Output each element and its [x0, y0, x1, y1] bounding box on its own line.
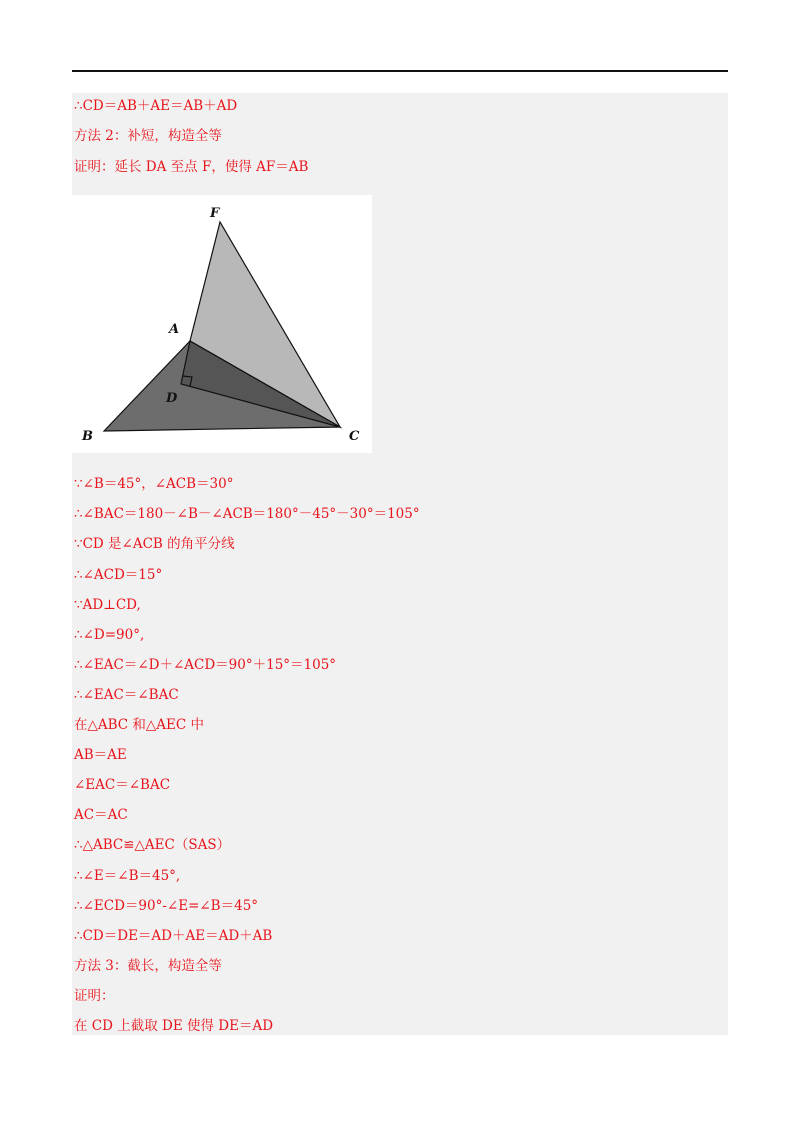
text-line-15: AC＝AC [74, 807, 128, 823]
text-line-9: ∴∠D=90°, [74, 627, 145, 643]
text-line-17: ∴∠E＝∠B＝45°, [74, 868, 181, 884]
geometry-figure [72, 195, 372, 453]
text-line-21: 证明： [74, 988, 115, 1004]
label-f: F [210, 206, 220, 221]
text-line-12: 在△ABC 和△AEC 中 [74, 717, 205, 733]
text-line-14: ∠EAC＝∠BAC [74, 777, 171, 793]
text-line-16: ∴△ABC≌△AEC（SAS） [74, 837, 231, 853]
text-line-7: ∴∠ACD＝15° [74, 567, 163, 583]
text-line-2: 方法 2：补短，构造全等 [74, 128, 222, 144]
text-line-6: ∵CD 是∠ACB 的角平分线 [74, 536, 235, 552]
label-a: A [169, 322, 180, 337]
text-line-22: 在 CD 上截取 DE 使得 DE＝AD [74, 1018, 274, 1034]
label-d: D [166, 391, 178, 406]
text-line-20: 方法 3：截长，构造全等 [74, 958, 222, 974]
triangle-diagram [72, 195, 372, 453]
text-line-19: ∴CD＝DE＝AD＋AE＝AD＋AB [74, 928, 273, 944]
text-line-1: ∴CD＝AB＋AE＝AB＋AD [74, 98, 238, 114]
text-line-11: ∴∠EAC＝∠BAC [74, 687, 179, 703]
text-line-3: 证明：延长 DA 至点 F，使得 AF＝AB [74, 159, 309, 175]
label-c: C [349, 429, 360, 444]
header-rule [72, 70, 728, 72]
text-line-8: ∵AD⊥CD, [74, 597, 141, 613]
text-line-13: AB＝AE [74, 747, 127, 763]
text-line-18: ∴∠ECD＝90°-∠E=∠B＝45° [74, 898, 259, 914]
label-b: B [82, 429, 93, 444]
text-line-10: ∴∠EAC＝∠D＋∠ACD＝90°＋15°＝105° [74, 657, 337, 673]
text-line-5: ∴∠BAC＝180－∠B－∠ACB＝180°－45°－30°＝105° [74, 506, 420, 522]
text-line-4: ∵∠B＝45°，∠ACB＝30° [74, 476, 234, 492]
